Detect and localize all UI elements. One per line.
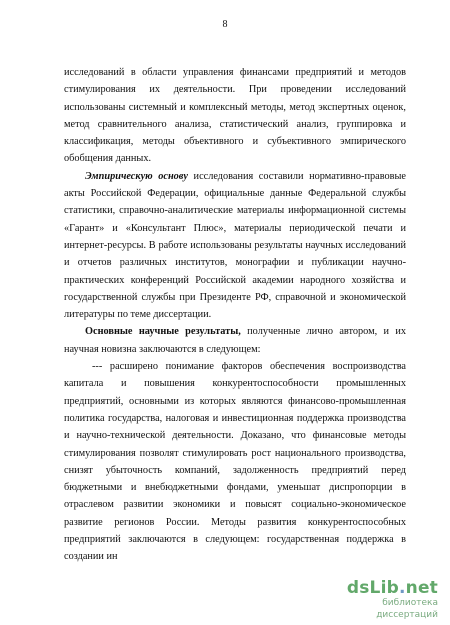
list-item-factors: --- расширено понимание факторов обеспечения воспроизводства капитала и повышения конкурентоспособности промышленных предприятий, основными из которых являются финансово-промышленная политика государства, налоговая и инвестиционная поддержка производства и научно-технической деятельности. Доказано, что финансовые методы стимулирования позволят стимулировать рост национального производства, снизят убыточность компаний, задолженность предприятий перед бюджетными и внебюджетными фондами, уменьшат диспропорции в отраслевом развитии экономики и повысят социально-экономическое развитие регионов России. Методы развития конкурентоспособных предприятий заключаются в следующем: государственная поддержка в создании ин: [64, 361, 406, 563]
empirical-basis-text: исследования составили нормативно-правовые акты Российской Федерации, официальные данные Федеральной службы статистики, справочно-аналитические материалы информационной системы «Гарант» и «Консультант Плюс», материалы периодической печати и интернет-ресурсы. В работе использованы результаты научных исследований и отчетов различных институтов, монографии и публикации научно-практических конференций Российской академии народного хозяйства и государственной службы при Президенте РФ, справочной и экономической литературы по теме диссертации.: [64, 170, 407, 321]
main-results-heading: Основные научные результаты,: [85, 326, 241, 338]
dslib-watermark: [326, 578, 438, 620]
page-number: 8: [222, 19, 228, 30]
watermark-logo-main: dsLib: [346, 578, 399, 598]
watermark-logo-dot: .: [398, 578, 406, 598]
watermark-fade: [240, 579, 330, 589]
body-text: [64, 64, 406, 566]
main-results-text: полученные лично автором, и их научная новизна заключаются в следующем:: [64, 326, 406, 355]
watermark-subtitle: библиотека диссертаций: [376, 598, 438, 620]
watermark-logo-tld: net: [405, 578, 438, 598]
paragraph-empirical-basis: [64, 168, 406, 324]
watermark-logo: [326, 579, 438, 597]
paragraph-methods: исследований в области управления финансами предприятий и методов стимулирования их деятельности. При проведении исследований использованы системный и комплексный методы, метод экспертных оценок, метод сравнительного анализа, статистический анализ, группировка и классификация, методы объективного и субъективного эмпирического обобщения данных.: [64, 67, 406, 165]
empirical-basis-heading: Эмпирическую основу: [85, 170, 188, 182]
paragraph-main-results: [64, 323, 406, 358]
